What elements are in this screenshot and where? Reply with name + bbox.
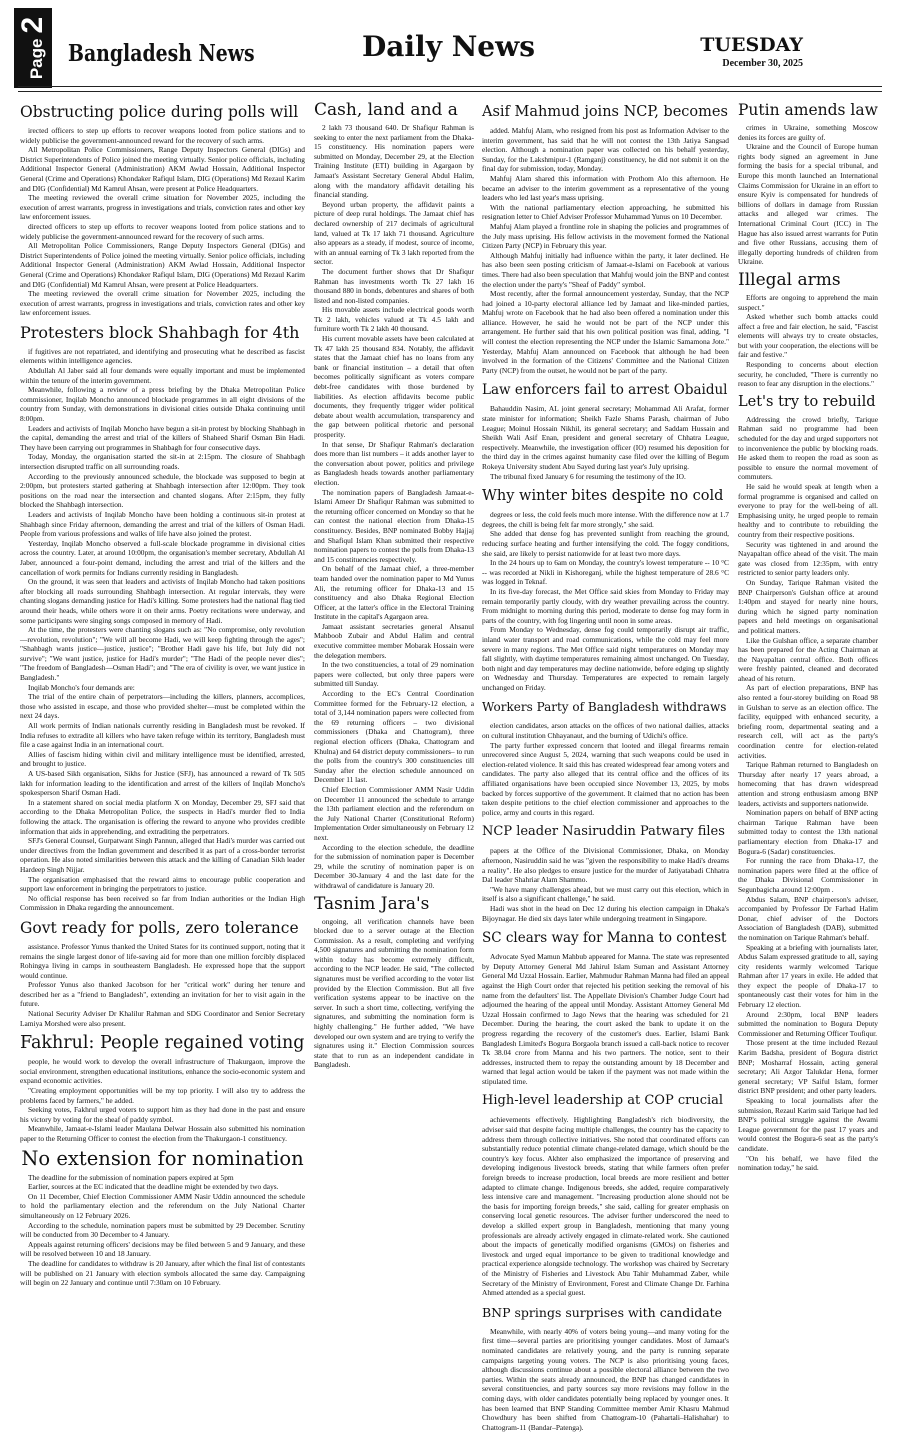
story-paragraph: Tarique Rahman returned to Bangladesh on Thursday after nearly 17 years abroad, a homecoming that has drawn widespread attention and strong enthusiasm among BNP leaders, activists and supporters nationwide. [738, 760, 878, 808]
story [314, 100, 474, 891]
story-paragraph: He said he would speak at length when a formal programme is organised and called on everyone to pray for the well-being of all. Emphasising unity, he urged people to remain healthy and to contribute to rebuilding the country from their respective positions. [738, 482, 878, 539]
story-paragraph: Nomination papers on behalf of BNP acting chairman Tarique Rahman have been submitted today to contest the 13th national parliamentary election from Dhaka-17 and Bogura-6 (Sadar) constituencies. [738, 808, 878, 856]
story-paragraph: All Metropolitan Police Commissioners, Range Deputy Inspectors General (DIGs) and District Superintendents of Police joined the meeting virtually. Senior police officials, including Additional Inspector General (Administration) AKM Awlad Hossain, Additional Inspector General (Crime and Operations) Khondaker Rafiqul Islam, DIG (Operations) Md Rezaul Karim and DIG (Confidential) Md Kamrul Ahsan, were present at Police Headquarters. [20, 145, 305, 193]
story-headline[interactable]: Fakhrul: People regained voting [20, 1033, 305, 1054]
story-headline[interactable]: High-level leadership at COP crucial [482, 1093, 724, 1109]
story-paragraph: Speaking to local journalists after the submission, Rezaul Karim said Tarique had led BNP's political struggle against the Awami League government for the past 17 years and would contest the Bogura-6 seat as the party's candidate. [738, 1096, 878, 1153]
story [738, 100, 878, 267]
story-headline[interactable]: SC clears way for Manna to contest [482, 930, 727, 947]
story-paragraph: Leaders and activists of Inqilab Moncho have been holding a continuous sit-in protest at Shahbagh since Friday afternoon, demanding the arrest and trial of the killers of Osman Hadi. People from various professions and walks of life have also joined the protest. [20, 509, 305, 539]
story-paragraph: Earlier, sources at the EC indicated that the deadline might be extended by two days. [28, 1182, 279, 1192]
story-paragraph: degrees or less, the cold feels much more intense. With the difference now at 1.7 degrees, the chill is being felt far more strongly," she said. [482, 510, 729, 529]
story-paragraph: SFJ's General Counsel, Gurpatwant Singh Pannun, alleged that Hadi's murder was carried out under directives from the Indian government and described it as part of a cross-border terrorist operation. He also noted similarities between this attack and the killing of Canadian Sikh leader Hardeep Singh Nijjar. [20, 836, 305, 874]
story-paragraph: Although Mahfuj initially had influence within the party, it later declined. He has also been seen posting criticism of Jamaat-e-Islami on Facebook at various times. There had also been speculation that Mahfuj would join the BNP and contest the election under the party's "Sheaf of Paddy" symbol. [482, 250, 729, 289]
brand-name: Bangladesh News [68, 40, 255, 67]
story-paragraph: crimes in Ukraine, something Moscow denies its forces are guilty of. [738, 123, 878, 142]
story-paragraph: On Sunday, Tarique Rahman visited the BNP Chairperson's Gulshan office at around 1:40pm and stayed for nearly nine hours, during which he signed party nomination papers and held meetings on organisational and political matters. [738, 577, 878, 635]
story-headline[interactable]: Illegal arms [738, 269, 841, 290]
story-paragraph: Speaking at a briefing with journalists later, Abdus Salam expressed gratitude to all, saying city residents warmly welcomed Tarique Rahman after 17 years in exile. He added that they expect the people of Dhaka-17 to spontaneously cast their votes for him in the February 12 election. [738, 942, 878, 1010]
story [482, 484, 729, 692]
story [20, 321, 305, 913]
weekday: TUESDAY [700, 34, 803, 56]
story [482, 1089, 729, 1297]
column-3 [482, 100, 729, 1432]
story-paragraph: Addressing the crowd briefly, Tarique Rahman said no programme had been scheduled for the day and urged supporters not to inconvenience the public by blocking roads. He asked them to reopen the road as soon as possible to ensure the normal movement of commuters. [738, 414, 878, 482]
story-paragraph: His current movable assets have been calculated at Tk 47 lakh 25 thousand 834. Notably, the affidavit states that the Jamaat chief has no loans from any bank or financial institution – a detail that often becomes politically significant as voters compare debt-free candidates with those burdened by liabilities. As election affidavits become public documents, they frequently trigger wider political debate about wealth accumulation, transparency and the gap between political rhetoric and personal prosperity. [314, 334, 474, 439]
story-paragraph: directed officers to step up efforts to recover weapons looted from police stations and to widely publicise the government-announced reward for the recovery of such arms. [20, 221, 305, 241]
story-paragraph: if fugitives are not repatriated, and identifying and prosecuting what he described as fascist elements within intelligence agencies. [20, 346, 305, 366]
story-paragraph: Hadi was shot in the head on Dec 12 during his election campaign in Dhaka's Bijoynagar. He died six days later while undergoing treatment in Singapore. [482, 903, 729, 923]
story-paragraph: Like the Gulshan office, a separate chamber has been prepared for the Acting Chairman at the Nayapaltan central office. Both offices were freshly painted, cleaned and decorated ahead of his return. [738, 635, 878, 683]
story-paragraph: Abdullah Al Jaber said all four demands were equally important and must be implemented within the tenure of the interim government. [20, 366, 305, 385]
story-paragraph: Leaders and activists of Inqilab Moncho have begun a sit-in protest by blocking Shahbagh in the capital, demanding the arrest and trial of the killers of Shaheed Sharif Osman Bin Hadi. They have been carrying out programmes in Shahbagh for four consecutive days. [20, 423, 305, 452]
story-paragraph: The meeting reviewed the overall crime situation for November 2025, including the execution of arrest warrants, progress in investigations and trials, conviction rates and other key law enforcement issues. [20, 289, 305, 318]
story-paragraph: "On his behalf, we have filed the nomination today," he said. [738, 1153, 878, 1173]
story-paragraph: Meanwhile, Jamaat-e-Islami leader Maulana Delwar Hossain also submitted his nomination paper to the Returning Officer to contest the election from the Thakurgaon-1 constituency. [20, 1124, 305, 1143]
story-paragraph: Meanwhile, with nearly 40% of voters being young—and many voting for the first time—several parties are prioritising younger candidates. Most of Jamaat's nominated candidates are relatively young, and the party is running separate campaigns targeting young voters. The NCP is also prioritising young faces, although discussions continue about a possible electoral alliance between the two parties. Within the seats already announced, the BNP has changed candidates in several constituencies, and party sources say more revisions may follow in the coming days, with older candidates potentially being replaced by younger ones. It has been learned that BNP Standing Committee member Amir Khasru Mahmud Chowdhury has been shifted from Chattogram-10 (Pahartali–Halishahar) to Chattogram-11 (Bandar–Patenga). [482, 1326, 729, 1432]
story-paragraph: All work permits of Indian nationals currently residing in Bangladesh must be revoked. If India refuses to extradite all killers who have taken refuge within its territory, Bangladesh must file a case against India in an international court. [20, 721, 305, 750]
story [738, 392, 878, 1173]
story-paragraph: Seeking votes, Fakhrul urged voters to support him as they had done in the past and ensure his victory by voting for the sheaf of paddy symbol. [20, 1105, 305, 1124]
story-paragraph: 2 lakh 73 thousand 640. Dr Shafiqur Rahman is seeking to enter the next parliament from the Dhaka-15 constituency. His nomination papers were submitted on Monday, December 29, at the Election Training Institute (ETI) building in Agargaon by Jamaat's Assistant Secretary General Abdul Halim, along with the mandatory affidavit detailing his financial standing. [314, 123, 474, 200]
page-number: 2 [16, 16, 50, 34]
story-paragraph: Meanwhile, following a review of a press briefing by the Dhaka Metropolitan Police commissioner, Inqilab Moncho announced blockade programmes in all eight divisions of the country from Sunday, with demonstrations in divisional cities outside Dhaka continuing until 8:00pm. [20, 385, 305, 424]
section-title: Daily News [362, 30, 535, 63]
column-2 [314, 100, 474, 1384]
story-headline[interactable]: No extension for nomination [21, 1146, 304, 1170]
story-paragraph: Ukraine and the Council of Europe human rights body signed an agreement in June forming the basis for a special tribunal, and Europe this month launched an International Claims Commission for Ukraine in an effort to ensure Kyiv is compensated for hundreds of billions of dollars in damage from Russian attacks and alleged war crimes. The International Criminal Court (ICC) in The Hague has also issued arrest warrants for Putin and five other Russians, accusing them of illegally deporting hundreds of children from Ukraine. [738, 142, 878, 267]
story-paragraph: No official response has been received so far from Indian authorities or the Indian High Commission in Dhaka regarding the announcement. [20, 893, 305, 913]
story-headline[interactable]: Workers Party of Bangladesh withdraws [482, 700, 727, 715]
story-paragraph: Advocate Syed Mamun Mahbub appeared for Manna. The state was represented by Deputy Attorney General Md Jahirul Islam Suman and Assistant Attorney General Md Uzzal Hossain. Earlier, Mahmudur Rahman Manna had filed an appeal against the High Court order that rejected his petition seeking the removal of his name from the defaulters' list. The Appellate Division's Chamber Judge Court had adjourned the hearing of the appeal until Monday. Assistant Attorney General Md Uzzal Hossain confirmed to Jago News that the hearing was scheduled for 21 December. During the hearing, the court asked the bank to update it on the progress regarding the recovery of the customer's dues. Earlier, Islami Bank Bangladesh Limited's Bogura Borgaola branch issued a call-back notice to recover Tk 38.04 crore from Manna and his two partners. The notice, sent to their addresses, instructed them to repay the outstanding amount by 18 December and warned that legal action would be taken if the payment was not made within the stipulated time. [482, 952, 729, 1086]
story-headline[interactable]: Protesters block Shahbagh for 4th [20, 322, 300, 342]
story [482, 695, 729, 817]
column-4 [738, 100, 878, 1384]
story [482, 926, 729, 1086]
story-paragraph: Responding to concerns about election security, he concluded, "There is currently no reason to fear any disruption in the elections." [738, 360, 878, 389]
story-paragraph: Jamaat assistant secretaries general Ahsanul Mahboob Zubair and Abdul Halim and central executive committee member Mobarak Hossain were the delegation members. [314, 621, 474, 660]
story [20, 916, 305, 1028]
story-paragraph: Beyond urban property, the affidavit paints a picture of deep rural holdings. The Jamaat chief has declared ownership of 217 decimals of agricultural land, valued at Tk 17 lakh 71 thousand. Agriculture also appears as a steady, if modest, source of income, with an annual earning of Tk 3 lakh reported from the sector. [314, 199, 474, 267]
story-headline[interactable]: Putin amends law [738, 101, 878, 119]
story-paragraph: From Monday to Wednesday, dense fog could temporarily disrupt air traffic, inland water transport and road communications, while the cold may feel more severe in many regions. The Met Office said night temperatures on Monday may fall slightly, with daytime temperatures remaining almost unchanged. On Tuesday, both night and day temperatures may decline nationwide, before edging up slightly on Wednesday and Thursday. Temperatures are expected to remain largely unchanged on Friday. [482, 625, 729, 692]
story-headline[interactable]: Obstructing police during polls will [20, 103, 299, 121]
story-paragraph: On 11 December, Chief Election Commissioner AMM Nasir Uddin announced the schedule to hold the parliamentary election and the referendum on the July National Charter simultaneously on 12 February 2026. [20, 1191, 305, 1220]
story [314, 894, 474, 1071]
story-paragraph: On behalf of the Jamaat chief, a three-member team handed over the nomination paper to Md Yunus Ali, the returning officer for Dhaka-13 and 15 constituency and also Dhaka Regional Election Officer, at the latter's office in the Electoral Training Institute in the capital's Agargaon area. [314, 564, 474, 622]
page-label: Page [27, 38, 47, 80]
story-paragraph: All Metropolitan Police Commissioners, Range Deputy Inspectors General (DIGs) and District Superintendents of Police joined the meeting virtually. Senior police officials, including Additional Inspector General (Administration) AKM Awlad Hossain, Additional Inspector General (Crime and Operations) Khondaker Rafiqul Islam, DIG (Operations) Md Rezaul Karim and DIG (Confidential) Md Kamrul Ahsan, were present at Police Headquarters. [20, 241, 305, 289]
story-paragraph: His movable assets include electrical goods worth Tk 2 lakh, vehicles valued at Tk 4.5 lakh and furniture worth Tk 2 lakh 40 thousand. [314, 305, 474, 334]
story-paragraph: Around 2:30pm, local BNP leaders submitted the nomination to Bogura Deputy Commissioner and Returning Officer Toufiqur. [738, 1009, 878, 1038]
story [482, 1301, 729, 1432]
story-paragraph: Efforts are ongoing to apprehend the main suspect." [738, 292, 878, 312]
story-paragraph: Bahauddin Nasim, AL joint general secretary; Mohammad Ali Arafat, former state minister for information; Sheikh Fazle Shams Parash, chairman of Jubo League; Moinul Hossain Nikhil, its general secretary; and Saddam Hussain and Sheikh Wali Asif Enan, president and general secretary of Chhatra League, respectively. Meanwhile, the investigation officer (IO) resumed his deposition for the third day in the crimes against humanity case filed over the killing of Begum Rokeya University student Abu Sayed during last year's July uprising. [482, 404, 729, 471]
story-headline[interactable]: Asif Mahmud joins NCP, becomes [482, 104, 728, 120]
story-paragraph: The trial of the entire chain of perpetrators—including the killers, planners, accomplices, those who assisted in escape, and those who provided shelter—must be completed within the next 24 days. [20, 692, 305, 721]
story-headline[interactable]: Let's try to rebuild [738, 393, 876, 410]
date: December 30, 2025 [722, 58, 803, 69]
story-headline[interactable]: Law enforcers fail to arrest Obaidul [482, 382, 728, 399]
story-paragraph: "Creating employment opportunities will be my top priority. I will also try to address the problems faced by farmers," he added. [20, 1086, 305, 1105]
story-headline[interactable]: Why winter bites despite no cold [482, 488, 724, 505]
story-headline[interactable]: NCP leader Nasiruddin Patwary files [482, 824, 725, 840]
story-paragraph: ongoing, all verification channels have been blocked due to a server outage at the Election Commission. As a result, completing and verifying 4,500 signatures and submitting the nomination form within today has become extremely difficult, according to the NCP leader. He said, "The collected signatures must be verified according to the voter list provided by the Election Commission. But all five verification systems appear to be inactive on the server. In such a short time, collecting, verifying the signatures, and submitting the nomination form is highly challenging." He further added, "We have developed our own system and are trying to verify the signatures using it." Election Commission sources state that to run as an independent candidate in Bangladesh. [314, 916, 474, 1070]
story-paragraph: The organisation emphasised that the reward aims to encourage public cooperation and support law enforcement in bringing the perpetrators to justice. [20, 874, 305, 894]
story-paragraph: Most recently, after the formal announcement yesterday, Sunday, that the NCP had joined a 10-party electoral alliance led by Jamaat and like-minded parties, Mahfuj wrote on Facebook that he had also been offered a nomination under this alliance. However, he said he would not be part of the NCP under this arrangement. He further said that his own political position was final, adding, "I will contest the election representing the NCP under the Islamic Samamona Jote." Yesterday, Mahfuj Alam announced on Facebook that although he had been involved in the formation of the Citizens' Committee and the National Citizen Party (NCP) from the outset, he would not be part of the party. [482, 289, 729, 375]
story [738, 270, 878, 389]
story-paragraph: Chief Election Commissioner AMM Nasir Uddin on December 11 announced the schedule to arrange the 13th parliament election and the referendum on the July National Charter (Constitutional Reform) Implementation Order simultaneously on February 12 next. [314, 784, 474, 842]
masthead-rule-top [18, 86, 882, 87]
story-paragraph: She added that dense fog has prevented sunlight from reaching the ground, reducing surface heating and further intensifying the cold. The foggy conditions, she said, are likely to persist nationwide for at least two more days. [482, 529, 729, 558]
story [482, 100, 729, 375]
story-paragraph: The deadline for the submission of nomination papers expired at 5pm [28, 1172, 234, 1182]
story-paragraph: achievements effectively. Highlighting Bangladesh's rich biodiversity, the adviser said that despite facing multiple challenges, the country has the capacity to address them through collective initiatives. She noted that coordinated efforts can substantially reduce potential climate change-related damage, which should be the country's key focus. Akhter also emphasized the importance of preserving and developing indigenous livestock breeds, stating that while farmers often prefer foreign breeds to increase production, local breeds are more resilient and better adapted to climate change. Indigenous breeds, she added, require comparatively less intensive care and management. "Increasing production alone should not be the basis for importing foreign breeds," she said, calling for greater emphasis on conserving local genetic resources. The adviser further underscored the need to develop a skilled expert group in Bangladesh, mentioning that many young professionals are already actively engaged in climate-related work. She cautioned about the impacts of genetically modified organisms (GMOs) on fisheries and livestock and urged equal importance to be given to traditional knowledge and practical experience alongside technology. The workshop was chaired by Secretary of the Ministry of Fisheries and Livestock Abu Tahir Muhammad Zaber, while Secretary of the Ministry of Environment, Forest and Climate Change Dr. Farhina Ahmed attended as a special guest. [482, 1115, 729, 1298]
story-paragraph: The tribunal fixed January 6 for resuming the testimony of the IO. [490, 471, 686, 481]
story-paragraph: On the ground, it was seen that leaders and activists of Inqilab Moncho had taken positions after blocking all roads surrounding Shahbagh intersection. At regular intervals, they were chanting slogans demanding justice for Hadi's killing. Some protesters had the national flag tied around their heads, while others wore it on their arms. Poetry recitations were underway, and some participants were singing songs composed in memory of Hadi. [20, 577, 305, 625]
story-paragraph: With the national parliamentary election approaching, he submitted his resignation letter to Chief Adviser Professor Muhammad Yunus on 10 December. [482, 202, 729, 222]
story-paragraph: In that sense, Dr Shafiqur Rahman's declaration does more than list numbers – it adds another layer to the conversation about power, politics and privilege as Bangladesh heads towards another parliamentary election. [314, 439, 474, 487]
story-paragraph: In a statement shared on social media platform X on Monday, December 29, SFJ said that according to the Dhaka Metropolitan Police, the suspects in Hadi's murder fled to India following the attack. The organisation is offering the reward to anyone who provides credible information that aids in apprehending, and extraditing the perpetrators. [20, 797, 305, 836]
story-paragraph: According to the election schedule, the deadline for the submission of nomination paper is December 29, while the scrutiny of nomination paper is on December 30-January 4 and the last date for the withdrawal of candidature is January 20. [314, 842, 474, 890]
masthead [0, 0, 897, 92]
story-paragraph: According to the schedule, nomination papers must be submitted by 29 December. Scrutiny will be conducted from 30 December to 4 January. [20, 1220, 305, 1240]
story-paragraph: Those present at the time included Rezaul Karim Badsha, president of Bogura district BNP; Mosharraf Hossain, acting general secretary; Ali Azgor Talukdar Hena, former general secretary; VP Saiful Islam, former district BNP president; and other party leaders. [738, 1038, 878, 1096]
story-headline[interactable]: BNP springs surprises with candidate [482, 1304, 723, 1320]
story [20, 1031, 305, 1143]
story-paragraph: Allies of fascism hiding within civil and military intelligence must be identified, arrested, and brought to justice. [20, 749, 305, 769]
story-paragraph: According to the EC's Central Coordination Committee formed for the February-12 election, a total of 3,144 nomination papers were collected from the 69 returning officers – two divisional commissioners (Dhaka and Chattogram), three regional election officers (Dhaka, Chattogram and Khulna) and 64 district deputy commissioners– to run the polls from the country's 300 constituencies till Sunday after the election schedule announced on December 11 last. [314, 689, 474, 785]
column-1 [20, 100, 305, 1384]
story-paragraph: As part of election preparations, BNP has also rented a four-storey building on Road 98 in Gulshan to serve as an election office. The facility, equipped with enhanced security, a briefing room, departmental seating and a research cell, will act as the party's coordination centre for election-related activities. [738, 683, 878, 760]
story-paragraph: Yesterday, Inqilab Moncho observed a full-scale blockade programme in divisional cities across the country. Later, at around 10:00pm, the organisation's member secretary, Abdullah Al Jaber, announced a four-point demand, including the arrest and trial of the killers and the cancellation of work permits for Indians currently residing in Bangladesh. [20, 538, 305, 577]
story-paragraph: The document further shows that Dr Shafiqur Rahman has investments worth Tk 27 lakh 16 thousand 880 in bonds, debentures and shares of both listed and non-listed companies. [314, 266, 474, 305]
story-paragraph: The nomination papers of Bangladesh Jamaat-e-Islami Ameer Dr Shafiqur Rahman was submitted to the returning officer concerned on Monday so that he can contest the national election from Dhaka-15 constituency. Besides, BNP nominated Bobby Hajjaj and Shafiqul Islam Khan submitted their respective nomination papers to contest the polls from Dhaka-13 and 15 constituencies respectively. [314, 487, 474, 564]
story-paragraph: In the 24 hours up to 6am on Monday, the country's lowest temperature -- 10 °C -- was recorded at Nikli in Kishoreganj, while the highest temperature of 28.6 °C was logged in Teknaf. [482, 558, 729, 587]
story-paragraph: A US-based Sikh organisation, Sikhs for Justice (SFJ), has announced a reward of Tk 505 lakh for information leading to the identification and arrest of the killers of Inqilab Moncho's spokesperson Sharif Osman Hadi. [20, 769, 305, 798]
dateline [700, 34, 803, 69]
story-paragraph: According to the previously announced schedule, the blockade was supposed to begin at 2:00pm, but protesters started gathering at Shahbagh intersection after 12:00pm. They took positions on the road near the intersection and chanted slogans. After 2:15pm, they fully blocked the Shahbagh intersection. [20, 471, 305, 510]
story-paragraph: National Security Adviser Dr Khalilur Rahman and SDG Coordinator and Senior Secretary Lamiya Morshed were also present. [20, 1009, 305, 1028]
masthead-rule-bottom [18, 91, 882, 92]
story-paragraph: Security was tightened in and around the Nayapaltan office ahead of the visit. The main gate was closed from 12:35pm, with entry restricted to senior party leaders only. [738, 539, 878, 578]
story [482, 820, 729, 923]
story-paragraph: Appeals against returning officers' decisions may be filed between 5 and 9 January, and these will be resolved between 10 and 18 January. [20, 1239, 305, 1259]
story-paragraph: assistance. Professor Yunus thanked the United States for its continued support, noting that it remains the single largest donor of life-saving aid for more than one million forcibly displaced Rohingya living in camps in southeastern Bangladesh. He expressed hope that the support would continue. [20, 941, 305, 980]
story-paragraph: In the two constituencies, a total of 29 nomination papers were collected, but only three papers were submitted till Sunday. [314, 660, 474, 689]
story-headline[interactable]: Cash, land and a [314, 100, 458, 120]
story-paragraph: Asked whether such bomb attacks could affect a free and fair election, he said, "Fascist elements will always try to create obstacles, but with your cooperation, the elections will be fair and festive." [738, 312, 878, 360]
story-paragraph: Professor Yunus also thanked Jacobson for her "critical work" during her tenure and described her as a "friend to Bangladesh", extending an invitation for her to visit again in the future. [20, 980, 305, 1009]
story [482, 378, 729, 481]
story-paragraph: Inqilab Moncho's four demands are: [28, 682, 135, 692]
story-headline[interactable]: Tasnim Jara's [314, 893, 430, 914]
story [20, 1147, 305, 1288]
story-paragraph: Abdus Salam, BNP chairperson's adviser, accompanied by Professor Dr Farhad Halim Donar, chief adviser of the Doctors Association of Bangladesh (DAB), submitted the nomination on Tarique Rahman's behalf. [738, 894, 878, 942]
story-paragraph: The deadline for candidates to withdraw is 20 January, after which the final list of contestants will be published on 21 January with election symbols allocated the same day. Campaigning will begin on 22 January and continue until 7:30am on 10 February. [20, 1258, 305, 1288]
story-paragraph: "We have many challenges ahead, but we must carry out this election, which in itself is also a significant challenge," he said. [482, 884, 729, 904]
story-paragraph: people, he would work to develop the overall infrastructure of Thakurgaon, improve the social environment, strengthen educational institutions, enhance the socio-economic system and expand economic activities. [20, 1057, 305, 1086]
story-paragraph: Mahfuj Alam shared this information with Prothom Alo this afternoon. He became an adviser to the interim government as a representative of the young leaders who led last year's mass uprising. [482, 173, 729, 203]
story-paragraph: For running the race from Dhaka-17, the nomination papers were filed at the office of the Dhaka Divisional Commissioner in Segunbagicha around 12:00pm . [738, 856, 878, 894]
story-paragraph: The meeting reviewed the overall crime situation for November 2025, including the execution of arrest warrants, progress in investigations and trials, conviction rates and other key law enforcement issues. [20, 193, 305, 222]
story-paragraph: election candidates, arson attacks on the offices of two national dailies, attacks on cultural institution Chhayanaut, and the burning of Udichi's office. [482, 721, 729, 741]
story-paragraph: papers at the Office of the Divisional Commissioner, Dhaka, on Monday afternoon, Nasiruddin said he was "given the responsibility to make Hadi's dreams a reality". He also pledges to ensure justice for the murder of Jatiyatabadi Chhatra Dal leader Shahriar Alam Shammo. [482, 846, 729, 885]
story-headline[interactable]: Govt ready for polls, zero tolerance [20, 918, 299, 937]
story-paragraph: Today, Monday, the organisation started the sit-in at 2:15pm. The closure of Shahbagh intersection disrupted traffic on all surrounding roads. [20, 452, 305, 471]
story-paragraph: At the time, the protesters were chanting slogans such as: "No compromise, only revolution—revolution, revolution"; "We will all become Hadi, we will keep fighting through the ages"; "Shahbagh wants justice—justice, justice"; "Brother Hadi gave his life, but July did not survive"; "We want justice, justice for Hadi's murder"; "The Hadi of the people never dies"; "The freedom of Bangladesh—Osman Hadi"; and "The era of civility is over, we want justice in Bangladesh." [20, 625, 305, 683]
story-paragraph: Mahfuj Alam played a frontline role in shaping the policies and programmes of the July mass uprising. His fellow activists in the movement formed the National Citizen Party (NCP) in February this year. [482, 221, 729, 251]
story-paragraph: In its five-day forecast, the Met Office said skies from Monday to Friday may remain temporarily partly cloudy, with dry weather prevailing across the country. From midnight to morning during this period, moderate to dense fog may form in parts of the country, with fog lingering until noon in some areas. [482, 586, 729, 625]
story-paragraph: The party further expressed concern that looted and illegal firearms remain unrecovered since August 5, 2024, warning that such weapons could be used in election-related violence. It said this has created widespread fear among voters and candidates. The party also alleged that its central office and the offices of its affiliated organisations have been occupied since November 13, 2025, by mobs backed by forces supportive of the government. It claimed that no action has been taken despite petitions to the chief election commissioner and approaches to the police, army and courts in this regard. [482, 740, 729, 817]
story [20, 100, 305, 318]
story-paragraph: added. Mahfuj Alam, who resigned from his post as Information Adviser to the interim government, has said that he will not contest the 13th Jatiya Sangsad election. Although a nomination paper was collected on his behalf yesterday, Sunday, for the Lakshmipur-1 (Ramganj) constituency, he did not submit it on the final day for submission, today, Monday. [482, 126, 729, 174]
story-paragraph: irected officers to step up efforts to recover weapons looted from police stations and to widely publicise the government-announced reward for the recovery of such arms. [20, 126, 305, 145]
